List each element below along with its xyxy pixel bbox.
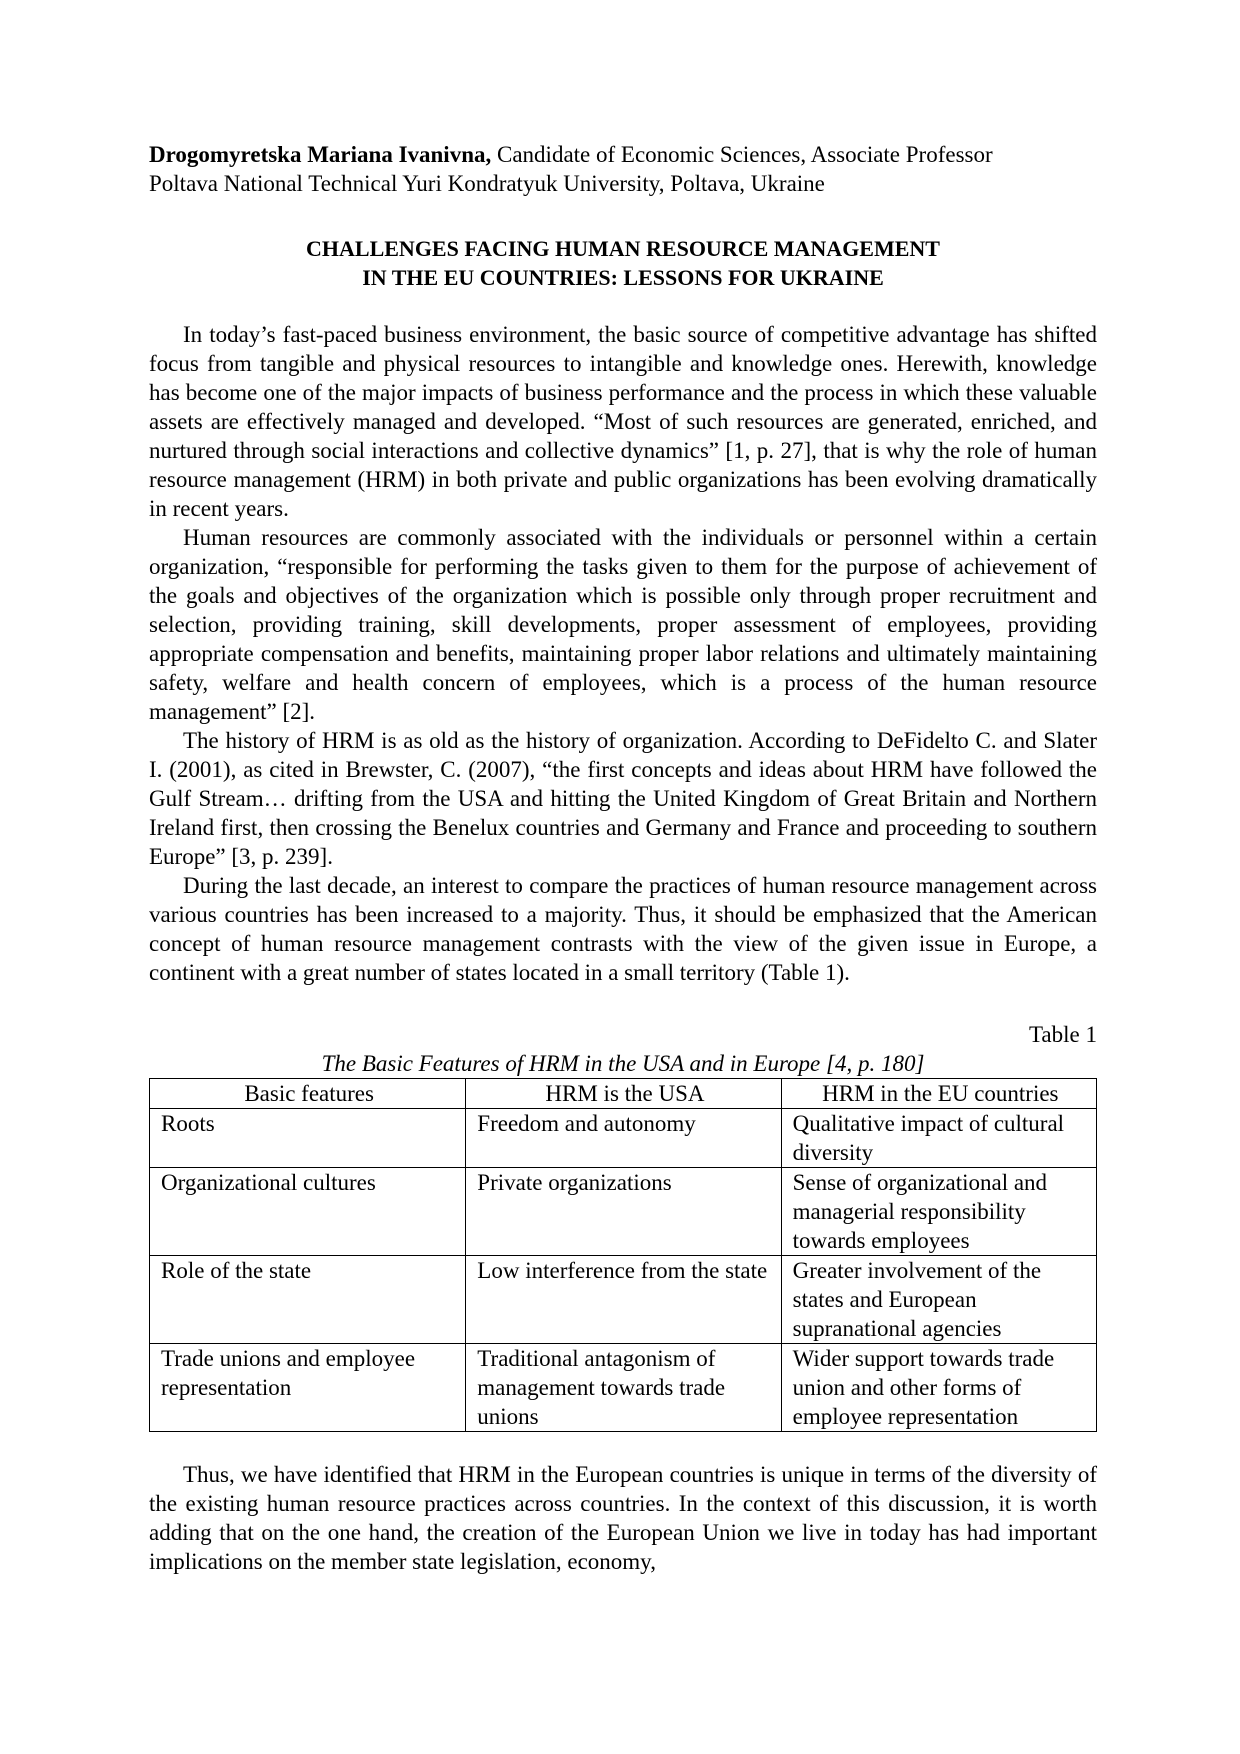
title-line-2: IN THE EU COUNTRIES: LESSONS FOR UKRAINE <box>362 265 884 290</box>
table-cell: Organizational cultures <box>150 1168 466 1256</box>
paper-title <box>149 234 1097 292</box>
table-cell: Sense of organizational and managerial responsibility towards employees <box>781 1168 1096 1256</box>
author-name: Drogomyretska Mariana Ivanivna, <box>149 142 492 167</box>
table-cell: Private organizations <box>466 1168 781 1256</box>
author-position: Candidate of Economic Sciences, Associate Professor <box>491 142 993 167</box>
table-cell: Trade unions and employee representation <box>150 1344 466 1432</box>
paragraph: The history of HRM is as old as the history of organization. According to DeFidelto C. and Slater I. (2001), as cited in Brewster, C. (2007), “the first concepts and ideas about HRM have followed the Gulf Stream… drifting from the USA and hitting the United Kingdom of Great Britain and Northern Ireland first, then crossing the Benelux countries and Germany and France and proceeding to southern Europe” [3, p. 239]. <box>149 728 1097 869</box>
paragraph: Human resources are commonly associated with the individuals or personnel within a certain organization, “responsible for performing the tasks given to them for the purpose of achievement of the goals and objectives of the organization which is possible only through proper recruitment and selection, providing training, skill developments, proper assessment of employees, providing appropriate compensation and benefits, maintaining proper labor relations and ultimately maintaining safety, welfare and health concern of employees, which is a process of the human resource management” [2]. <box>149 525 1097 724</box>
body-text <box>149 320 1097 987</box>
table-cell: Roots <box>150 1109 466 1168</box>
author-line <box>149 140 1097 169</box>
table-cell: Freedom and autonomy <box>466 1109 781 1168</box>
document-page <box>149 140 1097 1576</box>
table-cell: Traditional antagonism of management towards trade unions <box>466 1344 781 1432</box>
table-row <box>150 1109 1097 1168</box>
table-cell: Role of the state <box>150 1256 466 1344</box>
author-affiliation: Poltava National Technical Yuri Kondratyuk University, Poltava, Ukraine <box>149 171 825 196</box>
author-block <box>149 140 1097 198</box>
table-cell: Wider support towards trade union and other forms of employee representation <box>781 1344 1096 1432</box>
paragraph: During the last decade, an interest to compare the practices of human resource management across various countries has been increased to a majority. Thus, it should be emphasized that the American concept of human resource management contrasts with the view of the given issue in Europe, a continent with a great number of states located in a small territory (Table 1). <box>149 873 1097 985</box>
table-cell: Low interference from the state <box>466 1256 781 1344</box>
table-row <box>150 1168 1097 1256</box>
table-label: Table 1 <box>1028 1022 1097 1047</box>
hrm-comparison-table <box>149 1078 1097 1432</box>
paragraph: In today’s fast-paced business environment, the basic source of competitive advantage has shifted focus from tangible and physical resources to intangible and knowledge ones. Herewith, knowledge has become one of the major impacts of business performance and the process in which these valuable assets are effectively managed and developed. “Most of such resources are generated, enriched, and nurtured through social interactions and collective dynamics” [1, p. 27], that is why the role of human resource management (HRM) in both private and public organizations has been evolving dramatically in recent years. <box>149 322 1097 521</box>
table-row <box>150 1256 1097 1344</box>
table-header-cell: Basic features <box>150 1079 466 1109</box>
table-row <box>150 1344 1097 1432</box>
table-cell: Greater involvement of the states and European supranational agencies <box>781 1256 1096 1344</box>
closing-text <box>149 1460 1097 1576</box>
table-cell: Qualitative impact of cultural diversity <box>781 1109 1096 1168</box>
table-caption: The Basic Features of HRM in the USA and in Europe [4, p. 180] <box>321 1051 925 1076</box>
paragraph: Thus, we have identified that HRM in the European countries is unique in terms of the diversity of the existing human resource practices across countries. In the context of this discussion, it is worth adding that on the one hand, the creation of the European Union we live in today has had important implications on the member state legislation, economy, <box>149 1462 1097 1574</box>
table-header-row <box>150 1079 1097 1109</box>
table-header-cell: HRM in the EU countries <box>781 1079 1096 1109</box>
title-line-1: CHALLENGES FACING HUMAN RESOURCE MANAGEMENT <box>306 236 940 261</box>
table-header-cell: HRM is the USA <box>466 1079 781 1109</box>
